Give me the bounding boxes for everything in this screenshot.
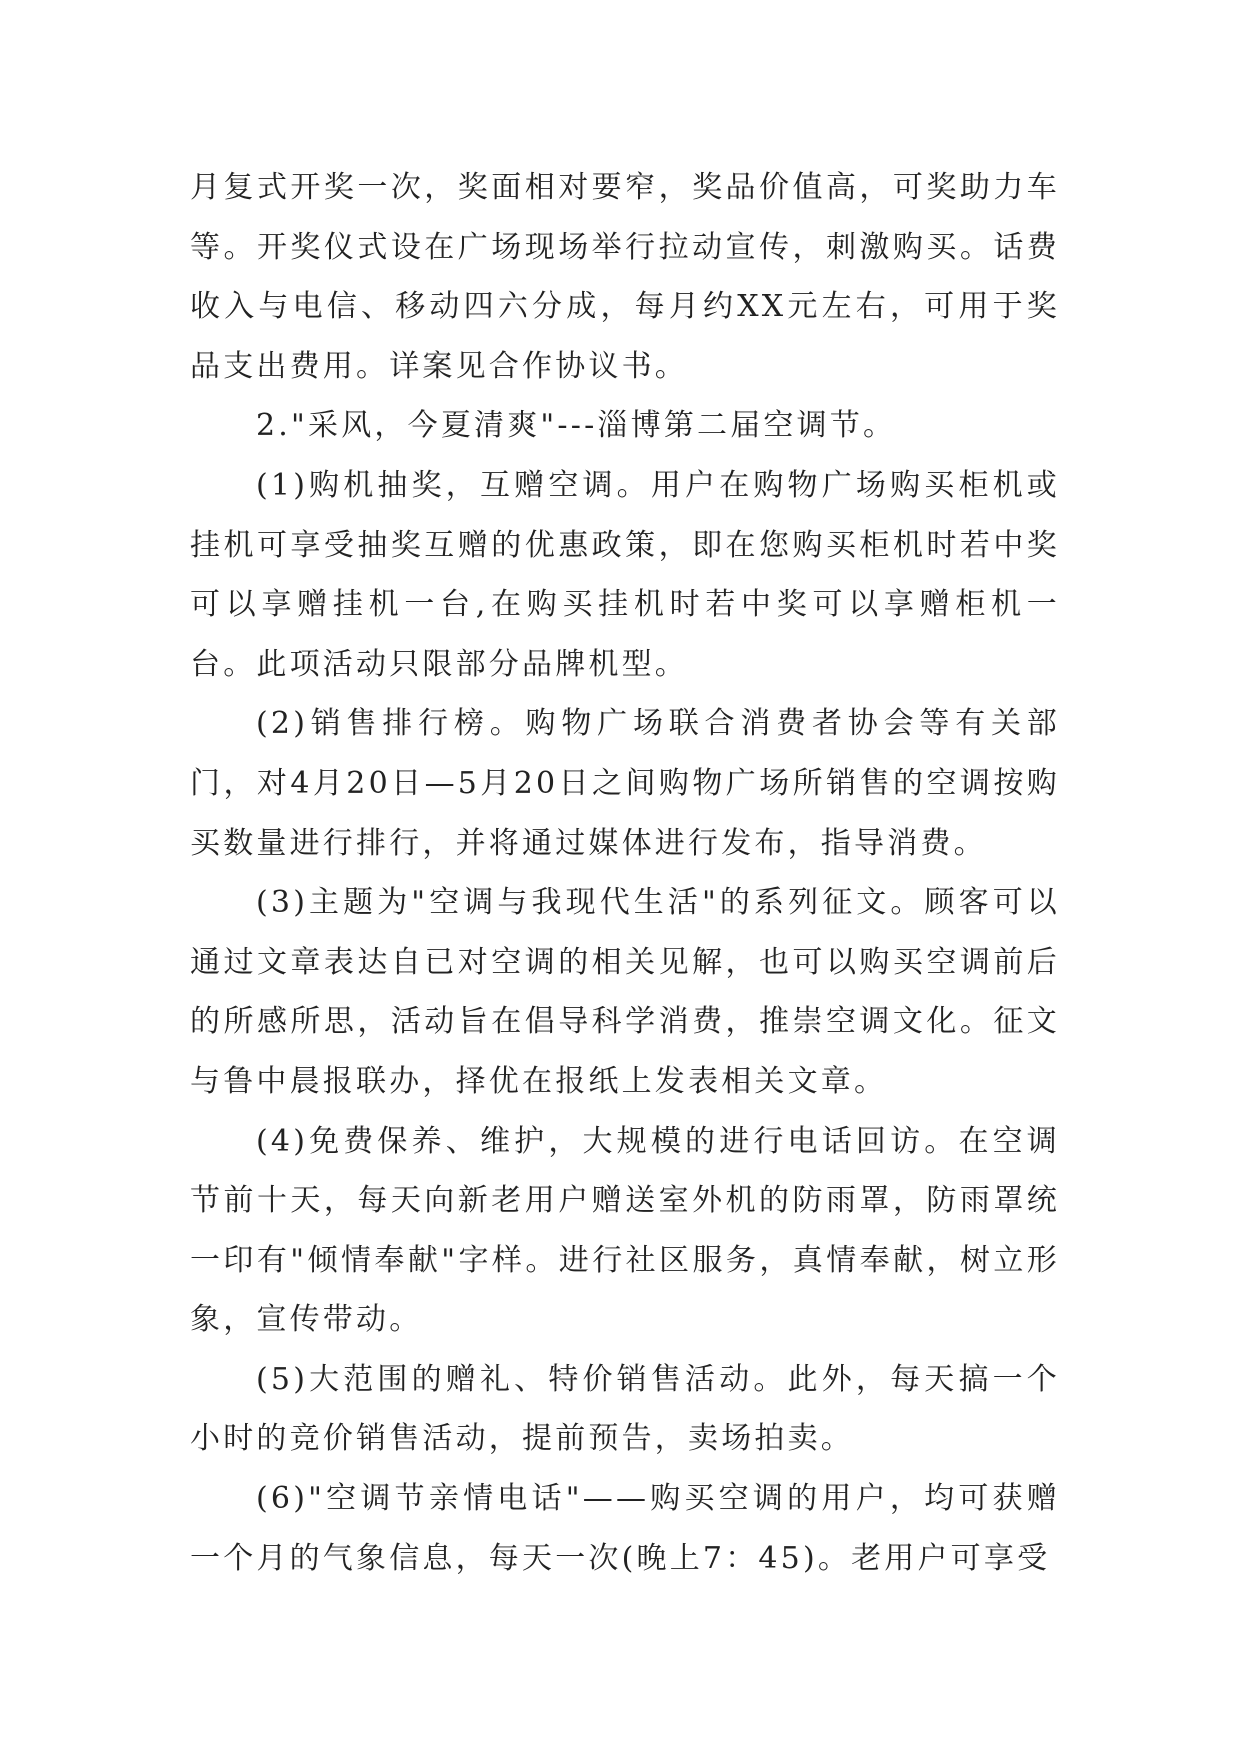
paragraph-8: (6)"空调节亲情电话"——购买空调的用户，均可获赠一个月的气象信息，每天一次(晚上7：45)。老用户可享受 xyxy=(190,1481,1060,1576)
paragraph-4: (2)销售排行榜。购物广场联合消费者协会等有关部门，对4月20日—5月20日之间购物广场所销售的空调按购买数量进行排行，并将通过媒体进行发布，指导消费。 xyxy=(190,706,1060,861)
paragraph-7: (5)大范围的赠礼、特价销售活动。此外，每天搞一个小时的竞价销售活动，提前预告，卖场拍卖。 xyxy=(190,1361,1060,1457)
paragraph-2: 2."采风，今夏清爽"---淄博第二届空调节。 xyxy=(256,408,897,444)
paragraph-6: (4)免费保养、维护，大规模的进行电话回访。在空调节前十天，每天向新老用户赠送室外机的防雨罩，防雨罩统一印有"倾情奉献"字样。进行社区服务，真情奉献，树立形象，宣传带动。 xyxy=(190,1123,1060,1338)
paragraph-1: 月复式开奖一次，奖面相对要窄，奖品价值高，可奖助力车等。开奖仪式设在广场现场举行拉动宣传，刺激购买。话费收入与电信、移动四六分成，每月约XX元左右，可用于奖品支出费用。详案见合作协议书。 xyxy=(190,170,1060,384)
paragraph-3: (1)购机抽奖，互赠空调。用户在购物广场购买柜机或挂机可享受抽奖互赠的优惠政策，即在您购买柜机时若中奖可以享赠挂机一台,在购买挂机时若中奖可以享赠柜机一台。此项活动只限部分品牌机型。 xyxy=(190,467,1060,682)
paragraph-5: (3)主题为"空调与我现代生活"的系列征文。顾客可以通过文章表达自已对空调的相关见解，也可以购买空调前后的所感所思，活动旨在倡导科学消费，推崇空调文化。征文与鲁中晨报联办，择优在报纸上发表相关文章。 xyxy=(190,885,1060,1099)
document-body xyxy=(190,158,1060,1588)
